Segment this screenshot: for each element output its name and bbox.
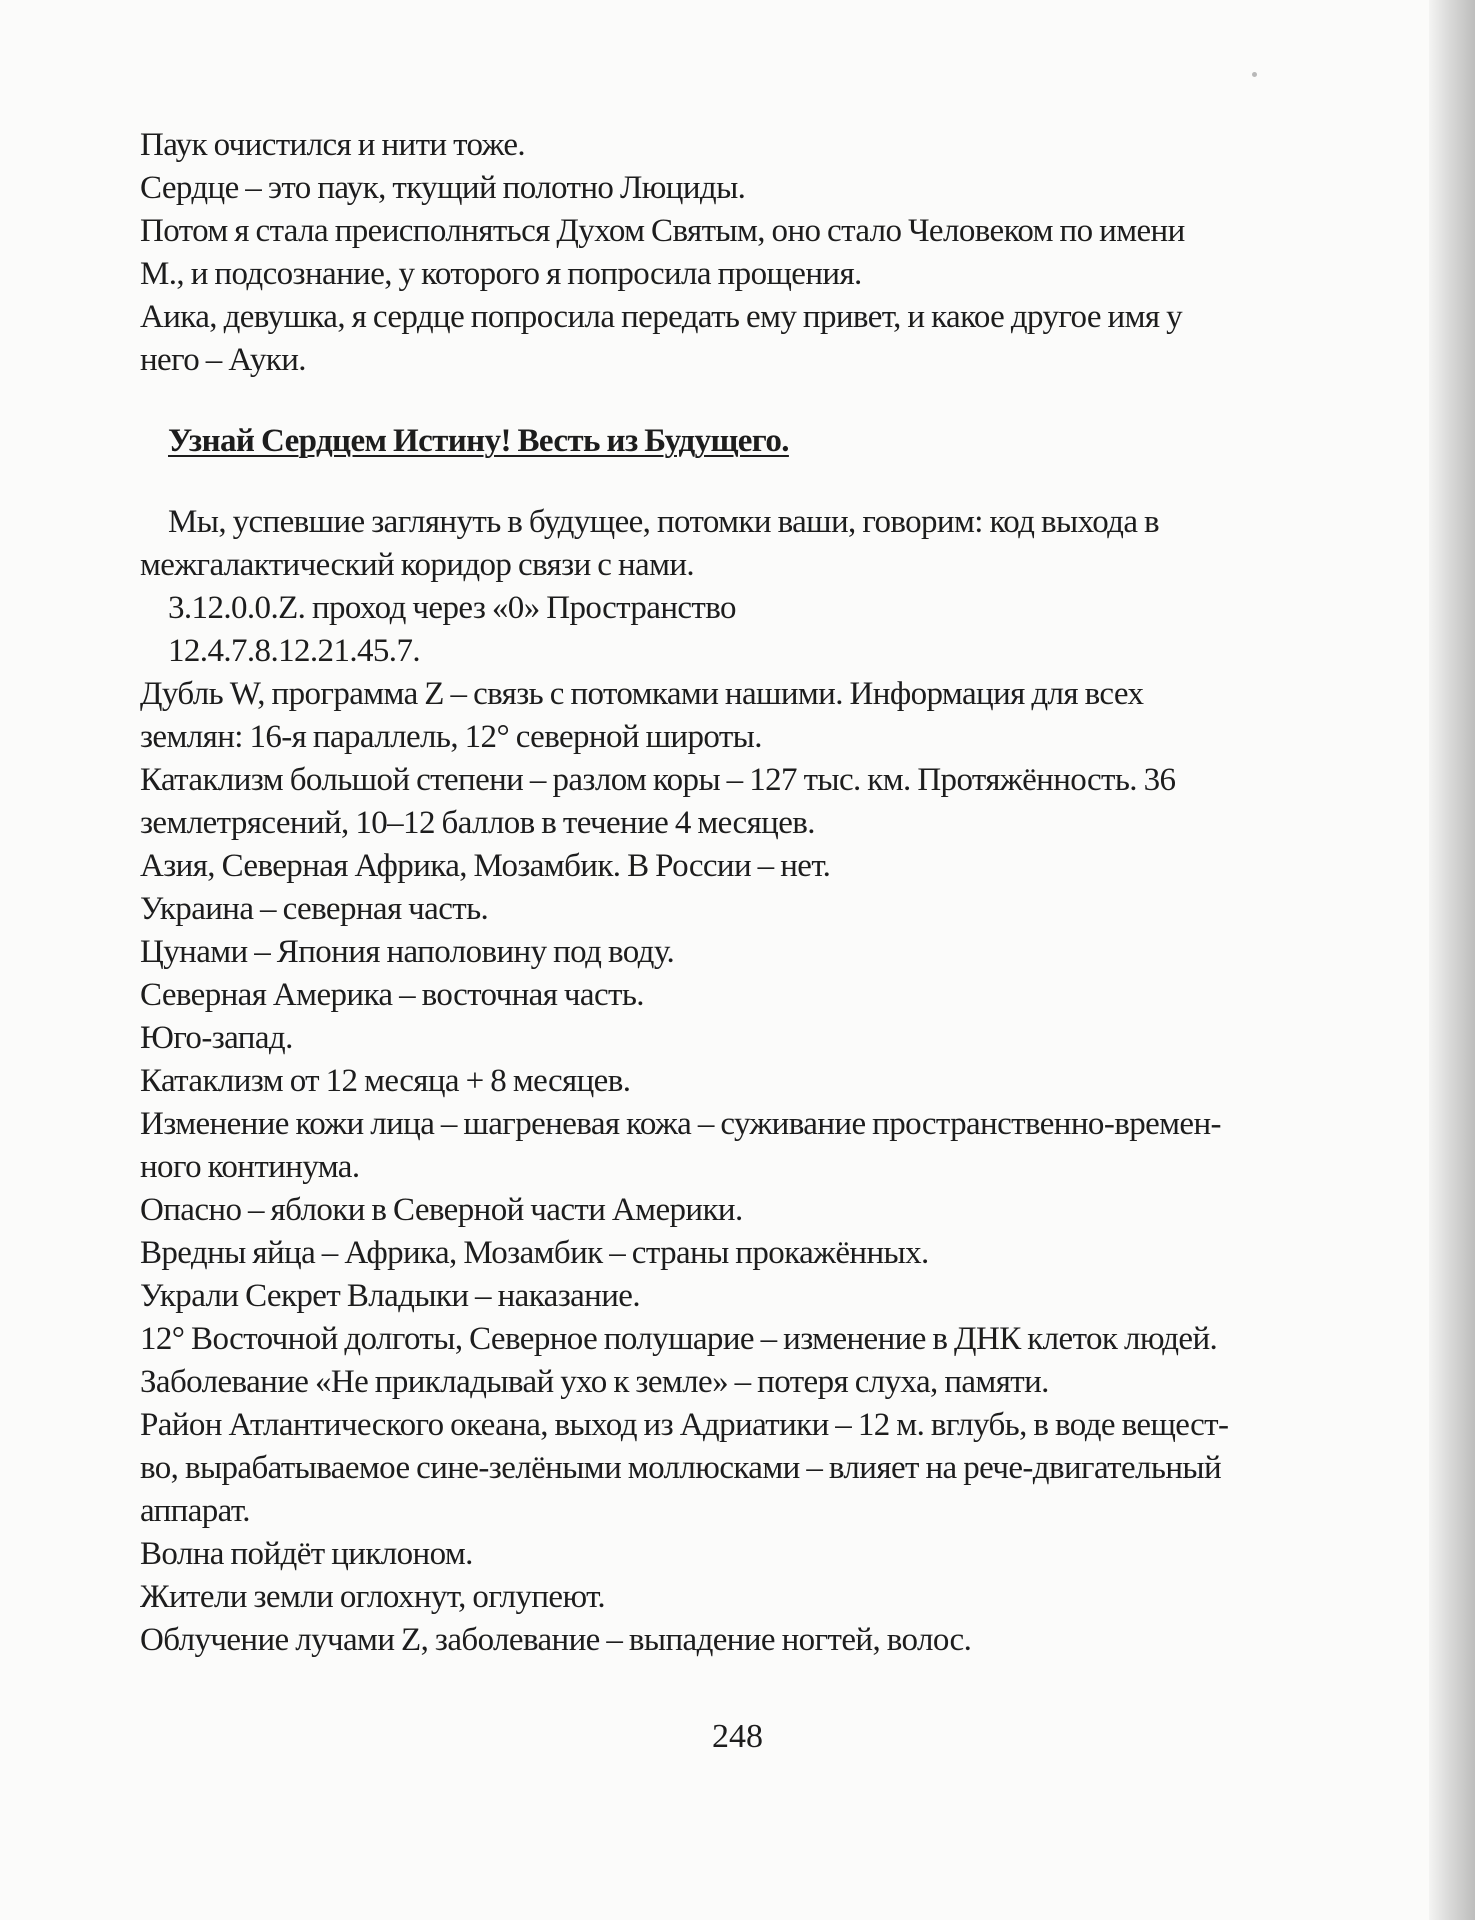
intro-line: Аика, девушка, я сердце попросила передать ему привет, и какое другое имя у	[140, 299, 1182, 335]
body-line: Облучение лучами Z, заболевание – выпадение ногтей, волос.	[140, 1622, 972, 1658]
page-binding-shadow	[1429, 0, 1475, 1920]
intro-line: Сердце – это паук, ткущий полотно Люциды.	[140, 170, 746, 206]
body-line: Азия, Северная Африка, Мозамбик. В России – нет.	[140, 848, 831, 884]
intro-line: него – Ауки.	[140, 342, 306, 378]
body-line: Мы, успевшие заглянуть в будущее, потомки ваши, говорим: код выхода в	[168, 504, 1160, 540]
text-block	[140, 124, 1430, 1662]
body-line: Катаклизм от 12 месяца + 8 месяцев.	[140, 1063, 631, 1099]
body-line: межгалактический коридор связи с нами.	[140, 547, 695, 583]
body-line: во, вырабатываемое сине-зелёными моллюсками – влияет на рече-двигательный	[140, 1450, 1222, 1486]
body-line: Заболевание «Не прикладывай ухо к земле» – потеря слуха, памяти.	[140, 1364, 1049, 1400]
body-line: Волна пойдёт циклоном.	[140, 1536, 473, 1572]
scan-speck	[1252, 72, 1257, 77]
body-line: Катаклизм большой степени – разлом коры – 127 тыс. км. Протяжённость. 36	[140, 762, 1176, 798]
page-number: 248	[712, 1718, 763, 1755]
body-line: Опасно – яблоки в Северной части Америки.	[140, 1192, 743, 1228]
body-line: 12° Восточной долготы, Северное полушарие – изменение в ДНК клеток людей.	[140, 1321, 1218, 1357]
body-line: Украина – северная часть.	[140, 891, 489, 927]
body-line: ного континума.	[140, 1149, 360, 1185]
body-line: Вредны яйца – Африка, Мозамбик – страны прокажённых.	[140, 1235, 929, 1271]
body-line: Жители земли оглохнут, оглупеют.	[140, 1579, 606, 1615]
body-line: землян: 16-я параллель, 12° северной широты.	[140, 719, 762, 755]
body-line: Юго-запад.	[140, 1020, 293, 1056]
body-line: Изменение кожи лица – шагреневая кожа – суживание пространственно-времен-	[140, 1106, 1221, 1142]
body-line: Северная Америка – восточная часть.	[140, 977, 644, 1013]
intro-line: Потом я стала преисполняться Духом Святым, оно стало Человеком по имени	[140, 213, 1185, 249]
body-line: Украли Секрет Владыки – наказание.	[140, 1278, 640, 1314]
body-line: Район Атлантического океана, выход из Адриатики – 12 м. вглубь, в воде вещест-	[140, 1407, 1229, 1443]
code-line: 3.12.0.0.Z. проход через «0» Пространство	[168, 590, 736, 626]
body-line: Дубль W, программа Z – связь с потомками нашими. Информация для всех	[140, 676, 1144, 712]
body-line: землетрясений, 10–12 баллов в течение 4 месяцев.	[140, 805, 815, 841]
intro-line: М., и подсознание, у которого я попросила прощения.	[140, 256, 862, 292]
body-line: Цунами – Япония наполовину под воду.	[140, 934, 675, 970]
intro-line: Паук очистился и нити тоже.	[140, 127, 526, 163]
code-line: 12.4.7.8.12.21.45.7.	[168, 633, 421, 669]
body-line: аппарат.	[140, 1493, 250, 1529]
section-heading: Узнай Сердцем Истину! Весть из Будущего.	[168, 423, 789, 459]
